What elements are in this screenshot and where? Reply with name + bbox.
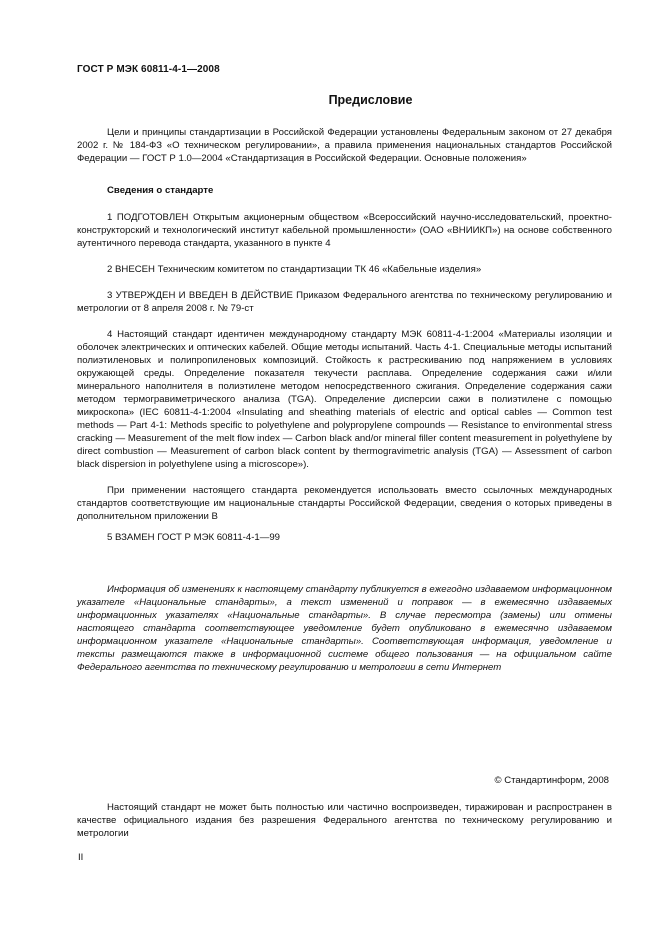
- intro-paragraph: Цели и принципы стандартизации в Российской Федерации установлены Федеральным законом от 27 декабря 2002 г. № 184-ФЗ «О техническом регулировании», а правила применения национальных стандартов Российской Федерации — ГОСТ Р 1.0—2004 «Стандартизация в Российской Федерации. Основные положения»: [77, 127, 612, 164]
- rights-paragraph: Настоящий стандарт не может быть полностью или частично воспроизведен, тиражирован и распространен в качестве официального издания без разрешения Федерального агентства по техническому регулированию и метрологии: [77, 802, 612, 839]
- references-paragraph: При применении настоящего стандарта рекомендуется использовать вместо ссылочных международных стандартов соответствующие им национальные стандарты Российской Федерации, сведения о которых приведены в дополнительном приложении В: [77, 485, 612, 522]
- item-3-paragraph: 3 УТВЕРЖДЕН И ВВЕДЕН В ДЕЙСТВИЕ Приказом Федерального агентства по техническому регулированию и метрологии от 8 апреля 2008 г. № 79-ст: [77, 290, 612, 314]
- notice-paragraph: Информация об изменениях к настоящему стандарту публикуется в ежегодно издаваемом информационном указателе «Национальные стандарты», а текст изменений и поправок — в ежемесячно издаваемых информационных указателях «Национальные стандарты». В случае пересмотра (замены) или отмены настоящего стандарта соответствующее уведомление будет опубликовано в ежемесячно издаваемом информационном указателе «Национальные стандарты». Соответствующая информация, уведомление и тексты размещаются также в информационной системе общего пользования — на официальном сайте Федерального агентства по техническому регулированию и метрологии в сети Интернет: [77, 584, 612, 673]
- item-5-paragraph: 5 ВЗАМЕН ГОСТ Р МЭК 60811-4-1—99: [107, 532, 281, 543]
- document-header: ГОСТ Р МЭК 60811-4-1—2008: [77, 64, 220, 75]
- info-heading: Сведения о стандарте: [107, 185, 214, 196]
- copyright-line: © Стандартинформ, 2008: [494, 775, 609, 786]
- item-2-paragraph: 2 ВНЕСЕН Техническим комитетом по стандартизации ТК 46 «Кабельные изделия»: [107, 264, 482, 275]
- page-title: [77, 93, 587, 107]
- item-4-paragraph: 4 Настоящий стандарт идентичен международному стандарту МЭК 60811-4-1:2004 «Материалы изоляции и оболочек электрических и оптических кабелей. Общие методы испытаний. Часть 4-1. Специальные методы испытаний полиэтиленовых и полипропиленовых композиций. Стойкость к растрескиванию под напряжением в условиях окружающей среды. Определение показателя текучести расплава. Определение содержания сажи и/или минерального наполнителя в полиэтилене методом непосредственного сжигания. Определение содержания сажи методом термогравиметрического анализа (TGA). Определение дисперсии сажи в полиэтилене с помощью микроскопа» (IEC 60811-4-1:2004 «Insulating and sheathing materials of electric and optical cables — Common test methods — Part 4-1: Methods specific to polyethylene and polypropylene compounds — Resistance to environmental stress cracking — Measurement of the melt flow index — Carbon black and/or mineral filler content measurement in polyethylene by direct combustion — Measurement of carbon black content by thermogravimetric analysis (TGA) — Assessment of carbon black dispersion in polyethylene using a microscope»).: [77, 329, 612, 470]
- page-number: II: [78, 852, 84, 863]
- item-1-paragraph: 1 ПОДГОТОВЛЕН Открытым акционерным обществом «Всероссийский научно-исследовательский, проектно-конструкторский и технологический институт кабельной промышленности» (ОАО «ВНИИКП») на основе собственного аутентичного перевода стандарта, указанного в пункте 4: [77, 212, 612, 249]
- page-title-text: Предисловие: [328, 93, 413, 107]
